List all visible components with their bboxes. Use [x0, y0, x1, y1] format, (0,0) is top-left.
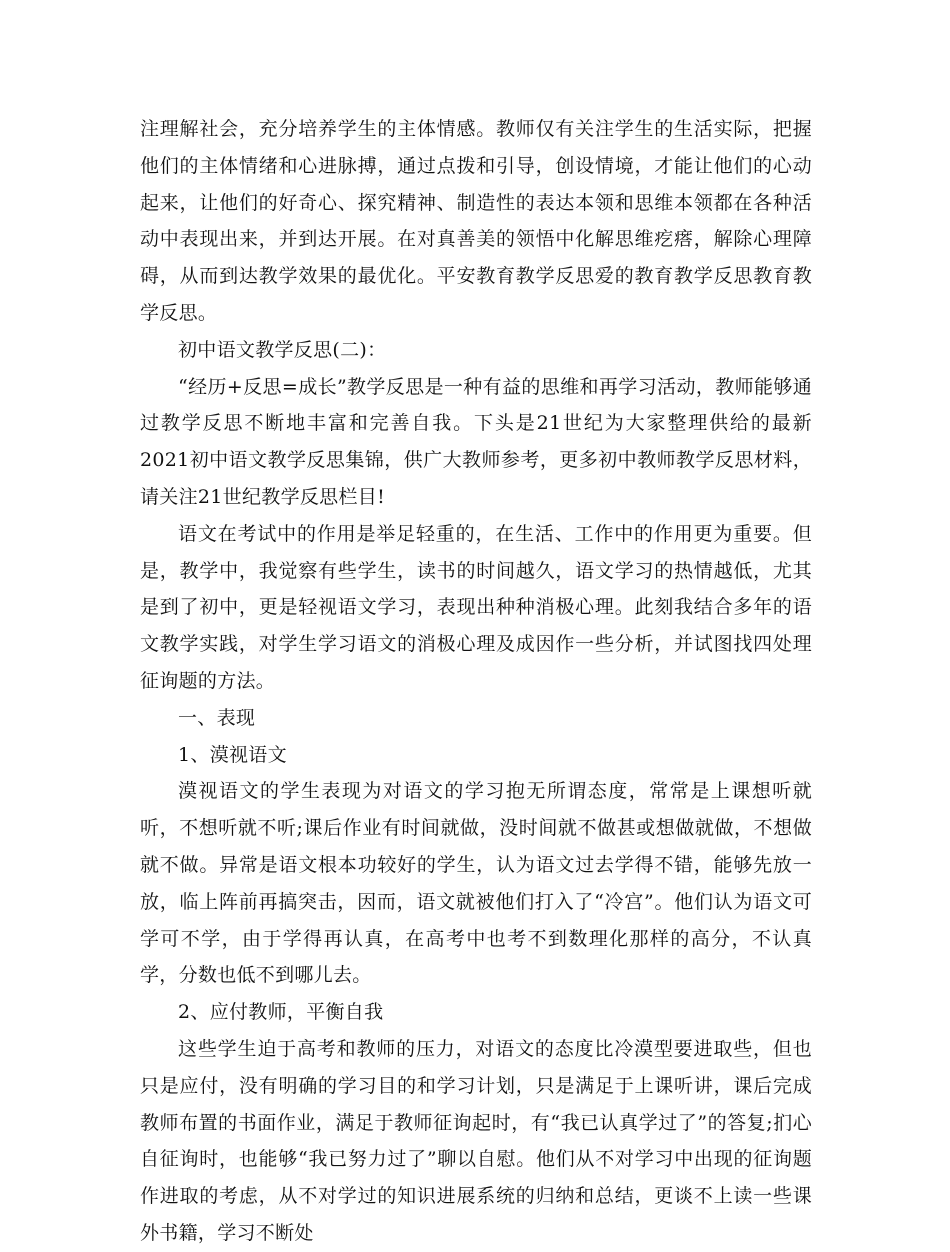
- paragraph-continued: 注理解社会，充分培养学生的主体情感。教师仅有关注学生的生活实际，把握他们的主体情绪和心进脉搏，通过点拨和引导，创设情境，才能让他们的心动起来，让他们的好奇心、探究精神、制造性的表达本领和思维本领都在各种活动中表现出来，并到达开展。在对真善美的领悟中化解思维疙瘩，解除心理障碍，从而到达教学效果的最优化。平安教育教学反思爱的教育教学反思教育教学反思。: [140, 118, 812, 324]
- subheading-cope-teacher: 2、应付教师，平衡自我: [178, 1001, 384, 1024]
- section-heading-reflection-two: 初中语文教学反思(二)：: [178, 338, 387, 361]
- heading-performance: 一、表现: [178, 706, 256, 729]
- paragraph-context: 语文在考试中的作用是举足轻重的，在生活、工作中的作用更为重要。但是，教学中，我觉察有些学生，读书的时间越久，语文学习的热情越低，尤其是到了初中，更是轻视语文学习，表现出种种消极心理。此刻我结合多年的语文教学实践，对学生学习语文的消极心理及成因作一些分析，并试图找四处理征询题的方法。: [140, 522, 812, 692]
- subheading-neglect-chinese: 1、漠视语文: [178, 743, 287, 766]
- paragraph-intro: “经历+反思=成长”教学反思是一种有益的思维和再学习活动，教师能够通过教学反思不断地丰富和完善自我。下头是21世纪为大家整理供给的最新2021初中语文教学反思集锦，供广大教师参考，更多初中教师教学反思材料，请关注21世纪教学反思栏目!: [140, 375, 812, 508]
- paragraph-cope: 这些学生迫于高考和教师的压力，对语文的态度比冷漠型要进取些，但也只是应付，没有明确的学习目的和学习计划，只是满足于上课听讲，课后完成教师布置的书面作业，满足于教师征询起时，有“我已认真学过了”的答复;扪心自征询时，也能够“我已努力过了”聊以自慰。他们从不对学习中出现的征询题作进取的考虑，从不对学过的知识进展系统的归纳和总结，更谈不上读一些课外书籍，学习不断处: [140, 1037, 812, 1244]
- paragraph-neglect: 漠视语文的学生表现为对语文的学习抱无所谓态度，常常是上课想听就听，不想听就不听;课后作业有时间就做，没时间就不做甚或想做就做，不想做就不做。异常是语文根本功较好的学生，认为语文过去学得不错，能够先放一放，临上阵前再搞突击，因而，语文就被他们打入了“冷宫”。他们认为语文可学可不学，由于学得再认真，在高考中也考不到数理化那样的高分，不认真学，分数也低不到哪儿去。: [140, 780, 812, 987]
- document-body: [140, 111, 812, 1252]
